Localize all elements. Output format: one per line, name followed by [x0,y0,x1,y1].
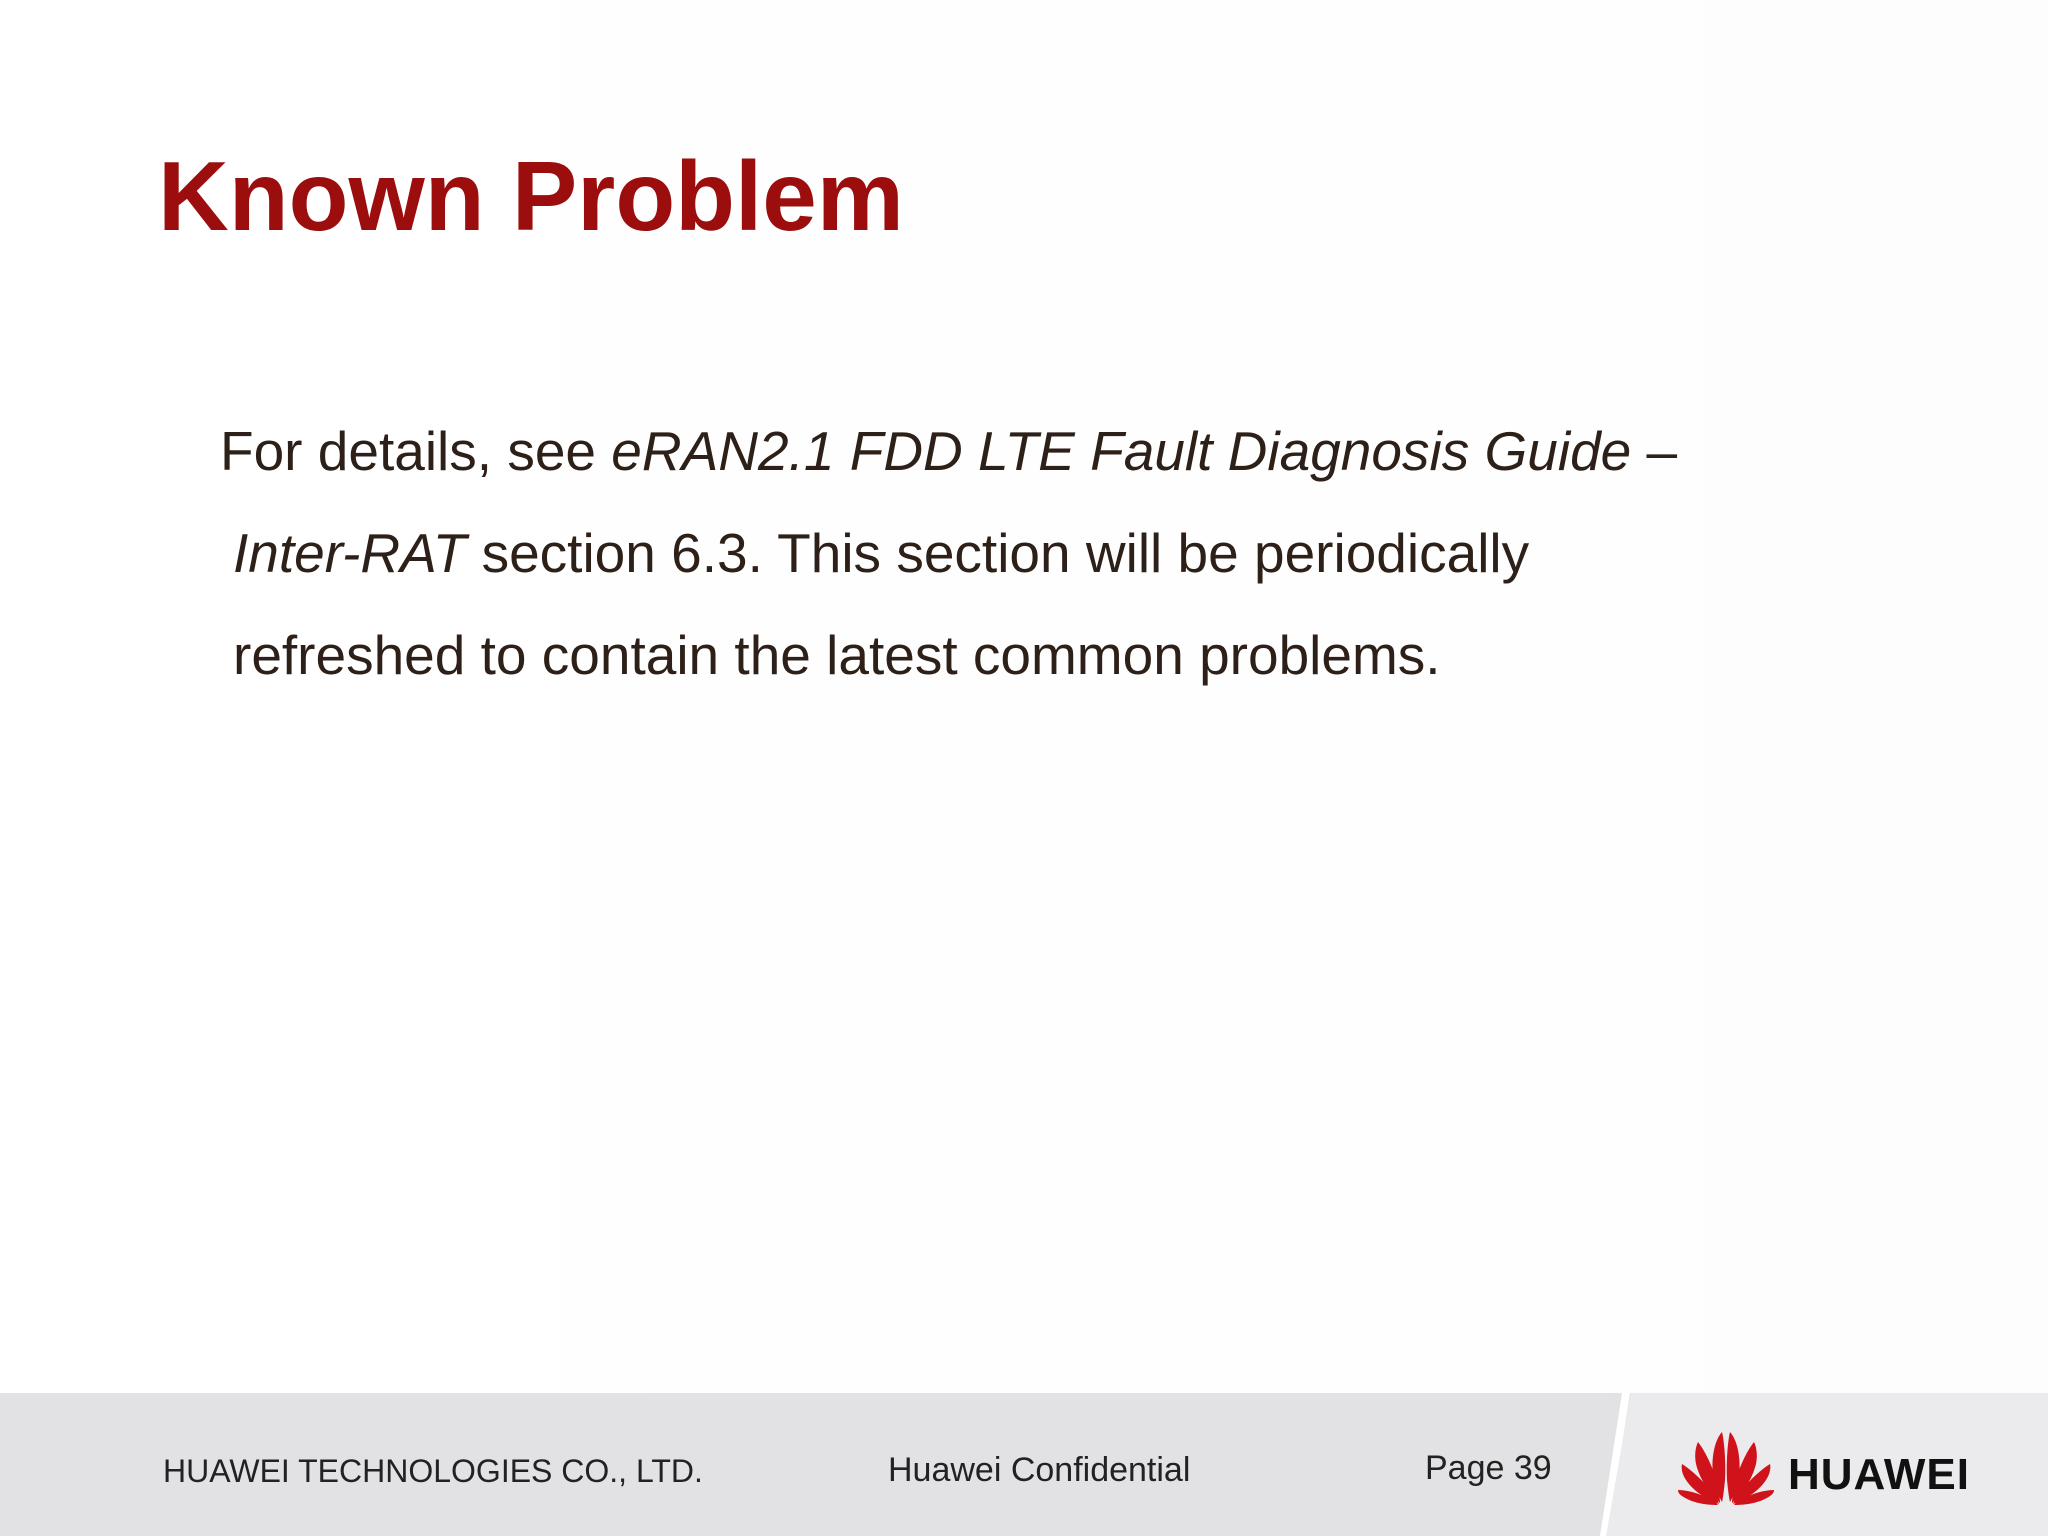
body-line-1-prefix: For details, see [220,420,612,482]
page-number: Page 39 [1425,1449,1552,1487]
body-line-2 [220,502,1780,604]
body-line-3: refreshed to contain the latest common problems. [233,624,1441,686]
guide-title: eRAN2.1 FDD LTE Fault Diagnosis Guide [611,420,1632,482]
huawei-logo [1678,1430,1998,1510]
footer-company: HUAWEI TECHNOLOGIES CO., LTD. [163,1453,703,1489]
body-line-2-suffix: section 6.3. This section will be periodically [466,522,1530,584]
body-line-1 [220,400,1780,502]
slide-body [220,400,1780,706]
slide-title: Known Problem [158,141,904,251]
body-line-1-suffix: – [1631,420,1678,482]
huawei-wordmark: HUAWEI [1788,1450,1970,1499]
guide-section-name: Inter-RAT [233,522,467,584]
huawei-flower-icon [1678,1430,1774,1506]
footer-confidential: Huawei Confidential [888,1451,1191,1489]
